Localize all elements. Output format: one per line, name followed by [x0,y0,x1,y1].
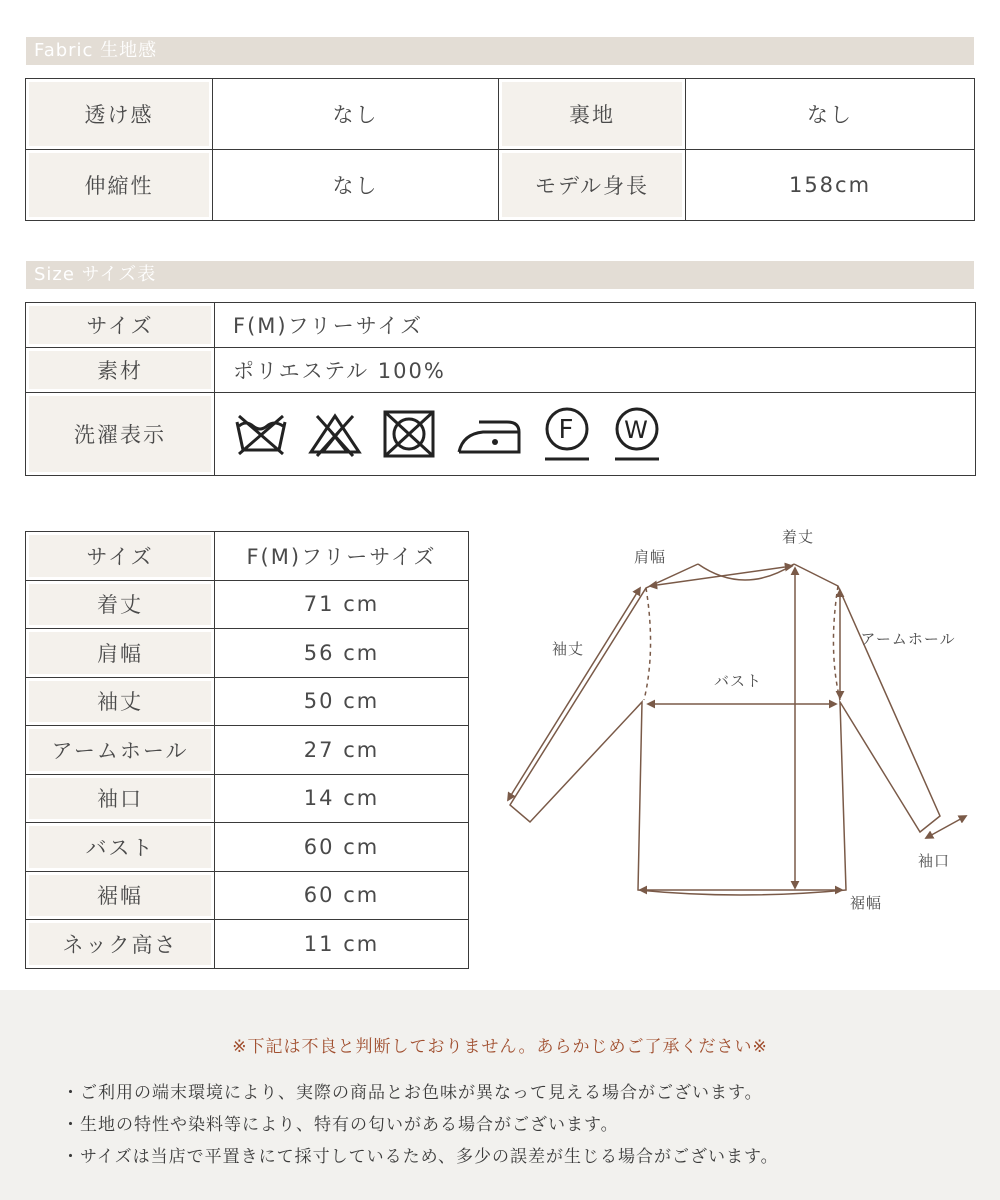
table-row [26,629,469,678]
measure-value: 27 cm [215,726,469,775]
notice-line: ・ご利用の端末環境により、実際の商品とお色味が異なって見える場合がございます。 [62,1083,763,1103]
table-row [26,677,469,726]
sleeve-label: 袖丈 [551,640,585,658]
lining-label: 裏地 [499,79,686,150]
table-row [26,823,469,872]
measure-header-value: F(M)フリーサイズ [215,532,469,581]
measure-value: 56 cm [215,629,469,678]
sleeve-arrow [508,588,640,800]
material-label: 素材 [26,348,215,393]
measure-label: 裾幅 [26,871,215,920]
care-icons [233,405,975,463]
table-row [26,150,975,221]
measurement-table [25,531,469,969]
table-row [26,580,469,629]
wet-clean-w-icon [611,405,663,463]
stretch-value: なし [213,150,499,221]
table-row [26,774,469,823]
measure-label: アームホール [26,726,215,775]
size-section-header: Size サイズ表 [26,261,974,289]
measure-label: 着丈 [26,580,215,629]
notice-line: ・サイズは当店で平置きにて採寸しているため、多少の誤差が生じる場合がございます。 [62,1147,779,1167]
model-height-value: 158cm [686,150,975,221]
measure-value: 71 cm [215,580,469,629]
care-letter-f: F [558,415,576,445]
measure-label: 袖丈 [26,677,215,726]
armhole-label: アームホール [860,630,956,648]
table-row [26,532,469,581]
table-row [26,920,469,969]
measure-label: ネック高さ [26,920,215,969]
garment-diagram [500,520,980,920]
notice-panel [0,990,1000,1200]
measure-value: 60 cm [215,823,469,872]
iron-low-icon [455,410,523,458]
tumble-dry-prohibited-icon [381,410,437,458]
notice-title: ※下記は不良と判断しておりません。あらかじめご了承ください※ [232,1037,768,1057]
lining-value: なし [686,79,975,150]
measure-label: 肩幅 [26,629,215,678]
table-row [26,79,975,150]
care-icons-cell [215,393,976,476]
size-label: サイズ [26,303,215,348]
measure-value: 11 cm [215,920,469,969]
table-row [26,303,976,348]
cuff-label: 袖口 [917,852,951,870]
measure-header-label: サイズ [26,532,215,581]
size-value: F(M)フリーサイズ [215,303,976,348]
see-through-label: 透け感 [26,79,213,150]
size-info-table [25,302,976,476]
fabric-section-header: Fabric 生地感 [26,37,974,65]
table-row [26,348,976,393]
bust-label: バスト [713,672,763,690]
shoulder-label: 肩幅 [633,548,667,566]
material-value: ポリエステル 100% [215,348,976,393]
wash-tub-prohibited-icon [233,410,289,458]
see-through-value: なし [213,79,499,150]
length-label: 着丈 [781,528,815,546]
measure-label: 袖口 [26,774,215,823]
table-row [26,393,976,476]
measure-label: バスト [26,823,215,872]
stretch-label: 伸縮性 [26,150,213,221]
care-label: 洗濯表示 [26,393,215,476]
measure-value: 60 cm [215,871,469,920]
hem-label: 裾幅 [849,894,883,912]
model-height-label: モデル身長 [499,150,686,221]
cuff-arrow [926,816,966,838]
fabric-table [25,78,975,221]
measure-value: 14 cm [215,774,469,823]
table-row [26,871,469,920]
care-letter-w: W [624,416,650,444]
notice-line: ・生地の特性や染料等により、特有の匂いがある場合がございます。 [62,1115,619,1135]
dry-clean-f-icon [541,405,593,463]
table-row [26,726,469,775]
measure-arrows [508,566,966,890]
measure-value: 50 cm [215,677,469,726]
garment-outline [510,564,940,895]
bleach-prohibited-icon [307,410,363,458]
